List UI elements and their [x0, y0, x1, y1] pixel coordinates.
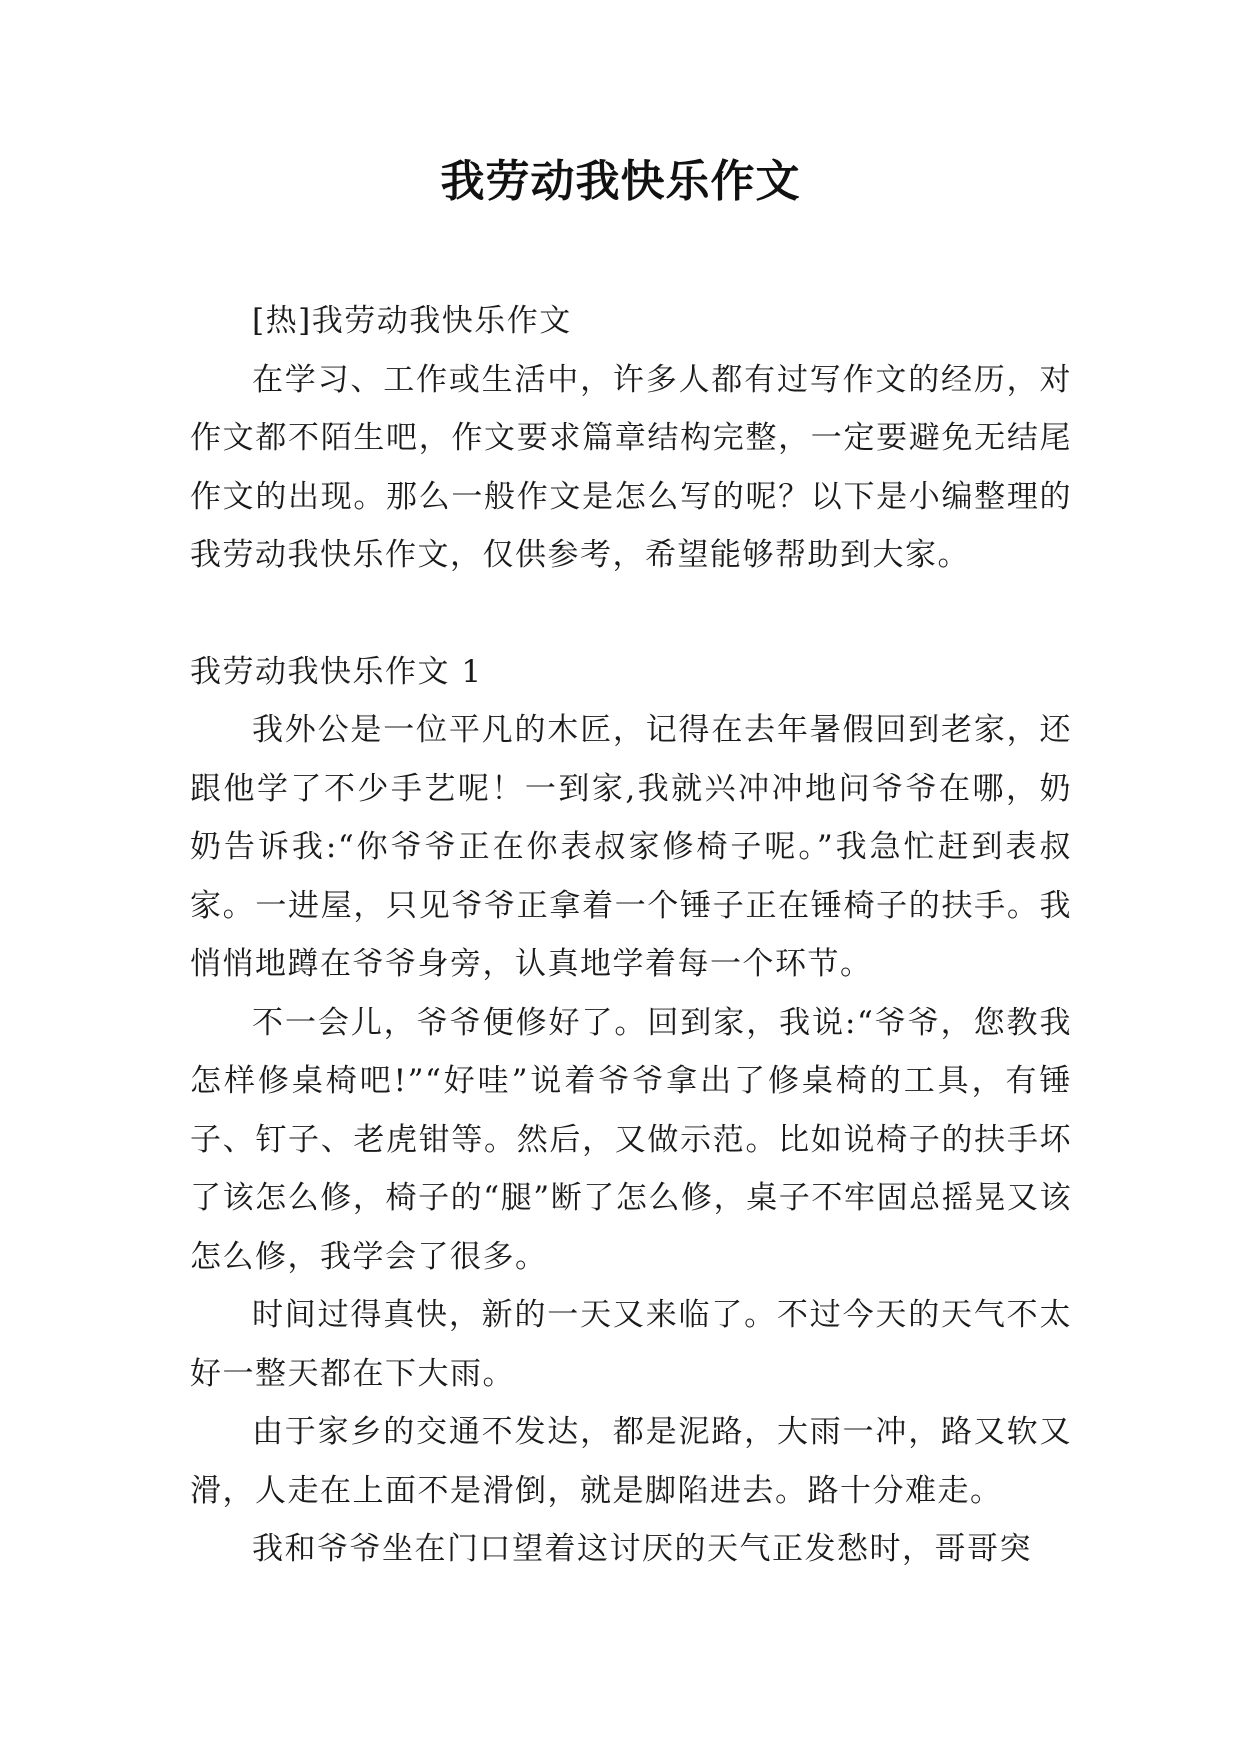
body-paragraph-2: 不一会儿，爷爷便修好了。回到家，我说:“爷爷，您教我怎样修桌椅吧!”“好哇”说着爷爷拿出了修桌椅的工具，有锤子、钉子、老虎钳等。然后，又做示范。比如说椅子的扶手坏了该怎么修，椅子的“腿”断了怎么修，桌子不牢固总摇晃又该怎么修，我学会了很多。: [190, 1004, 1072, 1275]
section-heading: 我劳动我快乐作文 1: [190, 653, 483, 690]
intro-paragraph: 在学习、工作或生活中，许多人都有过写作文的经历，对作文都不陌生吧，作文要求篇章结构完整，一定要避免无结尾作文的出现。那么一般作文是怎么写的呢？以下是小编整理的我劳动我快乐作文，仅供参考，希望能够帮助到大家。: [190, 361, 1072, 573]
body-paragraph-1: 我外公是一位平凡的木匠，记得在去年暑假回到老家，还跟他学了不少手艺呢！一到家,我就兴冲冲地问爷爷在哪，奶奶告诉我:“你爷爷正在你表叔家修椅子呢。”我急忙赶到表叔家。一进屋，只见爷爷正拿着一个锤子正在锤椅子的扶手。我悄悄地蹲在爷爷身旁，认真地学着每一个环节。: [190, 712, 1072, 982]
body-paragraph-4: 由于家乡的交通不发达，都是泥路，大雨一冲，路又软又滑，人走在上面不是滑倒，就是脚陷进去。路十分难走。: [190, 1414, 1072, 1509]
intro-tag: [热]我劳动我快乐作文: [252, 303, 572, 339]
body-paragraph-5: 我和爷爷坐在门口望着这讨厌的天气正发愁时，哥哥突: [252, 1531, 1032, 1567]
body-paragraph-3: 时间过得真快，新的一天又来临了。不过今天的天气不太好一整天都在下大雨。: [190, 1297, 1072, 1392]
document-body: [190, 292, 1072, 1579]
document-title: 我劳动我快乐作文: [440, 156, 801, 207]
section-gap: [190, 585, 1072, 643]
